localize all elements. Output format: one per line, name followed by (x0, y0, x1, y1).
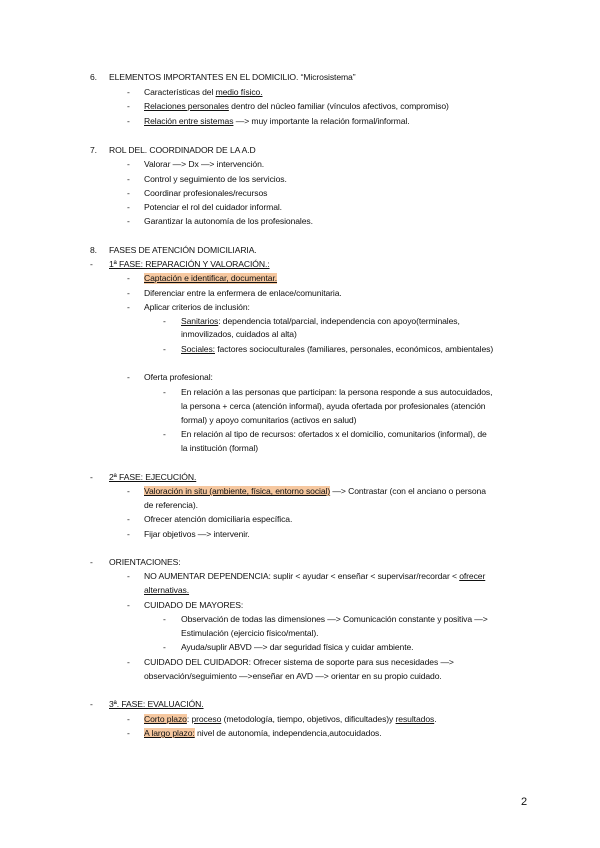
list-item: Diferenciar entre la enfermera de enlace/comunitaria. (144, 288, 342, 298)
bullet: - (163, 614, 166, 624)
sub-item-cont: Estimulación (ejercicio físico/mental). (181, 628, 319, 638)
bullet: - (90, 259, 93, 269)
bullet: - (127, 372, 130, 382)
phase-title: 1ª FASE: REPARACIÓN Y VALORACIÓN.: (109, 259, 270, 269)
list-item: Relación entre sistemas —> muy importante la relación formal/informal. (144, 116, 410, 126)
list-item-cont: observación/seguimiento —>enseñar en AVD —> orientar en su propio cuidado. (144, 671, 442, 681)
bullet: - (127, 302, 130, 312)
list-item: Valorar —> Dx —> intervención. (144, 159, 265, 169)
section-number: 7. (90, 145, 97, 155)
bullet: - (127, 600, 130, 610)
bullet: - (127, 714, 130, 724)
list-item-cont: alternativas. (144, 585, 190, 595)
bullet: - (127, 174, 130, 184)
bullet: - (127, 101, 130, 111)
list-item: CUIDADO DEL CUIDADOR: Ofrecer sistema de soporte para sus necesidades —> (144, 657, 454, 667)
sub-item-cont: la institución (formal) (181, 443, 258, 453)
bullet: - (127, 273, 130, 283)
sub-item: Observación de todas las dimensiones —> Comunicación constante y positiva —> (181, 614, 488, 624)
section-title: ROL DEL. COORDINADOR DE LA A.D (109, 145, 256, 155)
bullet: - (163, 316, 166, 326)
list-item: Oferta profesional: (144, 372, 213, 382)
bullet: - (127, 202, 130, 212)
section-title: ELEMENTOS IMPORTANTES EN EL DOMICILIO. “Microsistema” (109, 72, 356, 82)
bullet: - (127, 728, 130, 738)
bullet: - (90, 699, 93, 709)
bullet: - (127, 216, 130, 226)
bullet: - (127, 188, 130, 198)
bullet: - (127, 571, 130, 581)
list-item: Características del medio físico. (144, 87, 263, 97)
list-item: A largo plazo: nivel de autonomía, independencia,autocuidados. (144, 728, 382, 738)
section-number: 6. (90, 72, 97, 82)
sub-item: Sanitarios: dependencia total/parcial, independencia con apoyo(terminales, (181, 316, 460, 326)
list-item: Corto plazo: proceso (metodología, tiempo, objetivos, dificultades)y resultados. (144, 714, 437, 724)
sub-item: Sociales: factores socioculturales (familiares, personales, económicos, ambientales) (181, 344, 494, 354)
sub-item-cont: la persona + cerca (atención informal), ayuda ofertada por profesionales (atención (181, 401, 486, 411)
bullet: - (127, 159, 130, 169)
bullet: - (90, 472, 93, 482)
list-item-cont: de referencia). (144, 500, 198, 510)
list-item: NO AUMENTAR DEPENDENCIA: suplir < ayudar < enseñar < supervisar/recordar < ofrecer (144, 571, 486, 581)
sub-item: Ayuda/suplir ABVD —> dar seguridad física y cuidar ambiente. (181, 642, 414, 652)
sub-item-cont: formal) y apoyo comunitarios (activos en salud) (181, 415, 357, 425)
list-item: CUIDADO DE MAYORES: (144, 600, 244, 610)
bullet: - (127, 288, 130, 298)
bullet: - (127, 514, 130, 524)
list-item: Coordinar profesionales/recursos (144, 188, 268, 198)
list-item: Fijar objetivos —> intervenir. (144, 529, 250, 539)
section-number: 8. (90, 245, 97, 255)
bullet: - (163, 429, 166, 439)
bullet: - (127, 486, 130, 496)
sub-item: En relación a las personas que participan: la persona responde a sus autocuidados, (181, 387, 493, 397)
bullet: - (127, 657, 130, 667)
bullet: - (127, 529, 130, 539)
phase-title: 2ª FASE: EJECUCIÓN. (109, 472, 197, 482)
list-item: Valoración in situ (ambiente, física, entorno social) —> Contrastar (con el anciano o persona (144, 486, 486, 496)
section-title: FASES DE ATENCIÓN DOMICILIARIA. (109, 245, 257, 255)
sub-item-cont: inmovilizados, cuidados al alta) (181, 329, 297, 339)
bullet: - (163, 387, 166, 397)
list-item: Potenciar el rol del cuidador informal. (144, 202, 282, 212)
bullet: - (163, 642, 166, 652)
bullet: - (90, 557, 93, 567)
list-item: Control y seguimiento de los servicios. (144, 174, 287, 184)
list-item: Garantizar la autonomía de los profesionales. (144, 216, 313, 226)
bullet: - (127, 87, 130, 97)
bullet: - (163, 344, 166, 354)
list-item: Relaciones personales dentro del núcleo familiar (vínculos afectivos, compromiso) (144, 101, 449, 111)
phase-title: 3ª. FASE: EVALUACIÓN. (109, 699, 204, 709)
list-item: Ofrecer atención domiciliaria específica. (144, 514, 293, 524)
page-number: 2 (521, 796, 528, 808)
bullet: - (127, 116, 130, 126)
highlighted-item: Captación e identificar, documentar. (144, 273, 278, 283)
sub-item: En relación al tipo de recursos: ofertados x el domicilio, comunitarios (informal), de (181, 429, 487, 439)
subsection-title: ORIENTACIONES: (109, 557, 181, 567)
list-item: Aplicar criterios de inclusión: (144, 302, 250, 312)
